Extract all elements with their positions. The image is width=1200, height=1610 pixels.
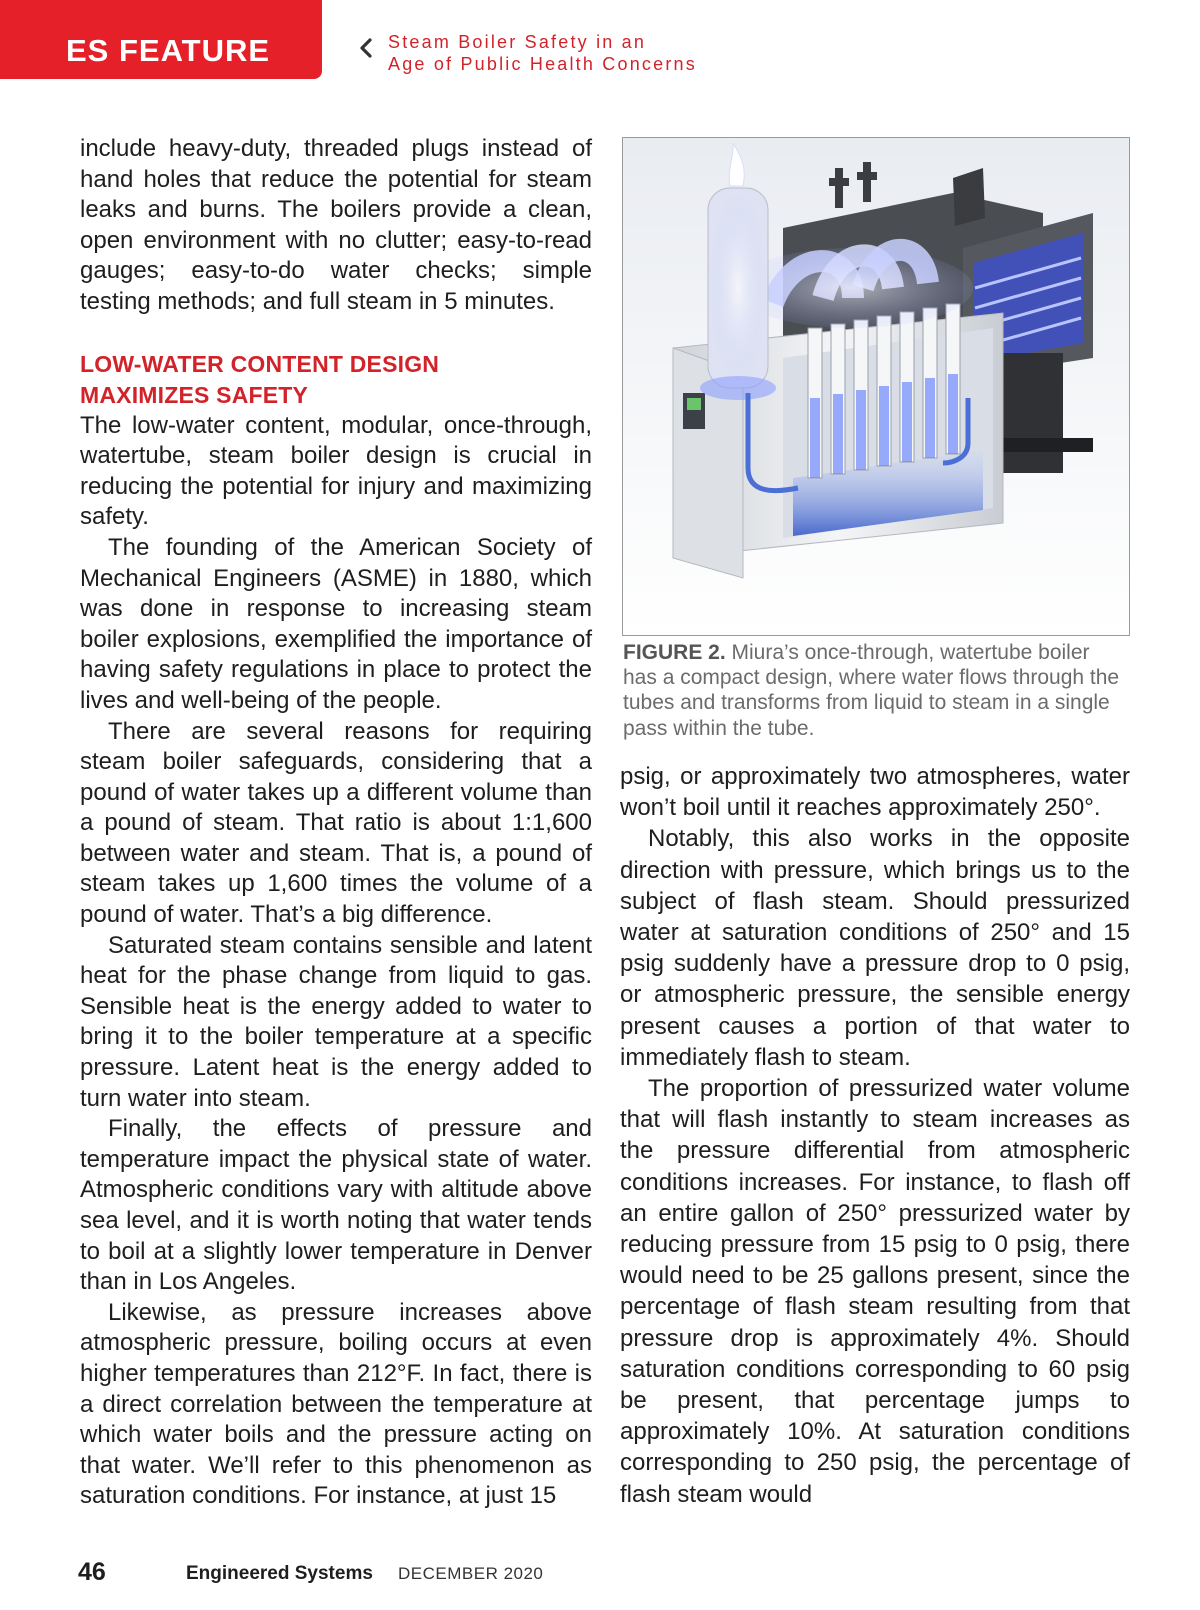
section-tab bbox=[0, 0, 322, 79]
issue-date: DECEMBER 2020 bbox=[398, 1564, 544, 1583]
breadcrumb-line-2: Age of Public Health Concerns bbox=[388, 54, 697, 74]
body-paragraph: Notably, this also works in the opposite direction with pressure, which brings us to the subject of flash steam. Should pressurized water at saturation conditions of 250° and 15 psig suddenly have a pressure drop to 0 psig, or atmospheric pressure, the sensible energy present causes a portion of that water to immediately flash to steam. bbox=[620, 825, 1130, 1071]
heading-line-2: MAXIMIZES SAFETY bbox=[80, 381, 309, 408]
breadcrumb-line-1: Steam Boiler Safety in an bbox=[388, 32, 647, 52]
body-paragraph: The low-water content, modular, once-through, watertube, steam boiler design is crucial in reducing the potential for injury and maximizing safety. bbox=[80, 411, 592, 531]
body-paragraph: There are several reasons for requiring steam boiler safeguards, considering that a pound of water takes up a different volume than a pound of steam. That ratio is about 1:1,600 between water and steam. That is, a pound of steam takes up 1,600 times the volume of a pound of water. That’s a big difference. bbox=[80, 717, 592, 929]
intro-paragraph: include heavy-duty, threaded plugs instead of hand holes that reduce the potential for steam leaks and burns. The boilers provide a clean, open environment with no clutter; easy-to-read gauges; easy-to-do water checks; simple testing methods; and full steam in 5 minutes. bbox=[80, 135, 592, 315]
caption-text: Miura’s once-through, watertube boiler has a compact design, where water flows through the tubes and transforms from liquid to steam in a single pass within the tube. bbox=[623, 641, 1120, 740]
body-paragraph: psig, or approximately two atmospheres, water won’t boil until it reaches approximately 250°. bbox=[620, 763, 1130, 822]
boiler-illustration bbox=[623, 138, 1129, 635]
page-number: 46 bbox=[78, 1558, 106, 1586]
body-paragraph: Saturated steam contains sensible and latent heat for the phase change from liquid to gas. Sensible heat is the energy added to water to bring it to the boiler temperature at a specific pressure. Latent heat is the energy added to turn water into steam. bbox=[80, 931, 592, 1112]
figure-caption bbox=[623, 640, 1129, 741]
chevron-left-icon[interactable] bbox=[357, 36, 375, 60]
magazine-name: Engineered Systems bbox=[186, 1563, 373, 1584]
section-heading bbox=[80, 349, 592, 411]
section-label: ES FEATURE bbox=[66, 33, 271, 68]
body-paragraph: The founding of the American Society of Mechanical Engineers (ASME) in 1880, which was done in response to increasing steam boiler explosions, exemplified the importance of having safety regulations in place to protect the lives and well-being of the people. bbox=[80, 533, 592, 714]
boiler-figure bbox=[622, 137, 1130, 636]
heading-line-1: LOW-WATER CONTENT DESIGN bbox=[80, 350, 440, 377]
body-paragraph: Finally, the effects of pressure and temperature impact the physical state of water. Atmospheric conditions vary with altitude above sea level, and it is worth noting that water tends to boil at a slightly lower temperature in Denver than in Los Angeles. bbox=[80, 1115, 592, 1296]
left-column bbox=[80, 134, 592, 1512]
right-column bbox=[620, 761, 1130, 1510]
caption-label: FIGURE 2. bbox=[623, 641, 726, 664]
body-paragraph: The proportion of pressurized water volume that will flash instantly to steam increases as the pressure differential from atmospheric conditions increases. For instance, to flash off an entire gallon of 250° pressurized water by reducing pressure from 15 psig to 0 psig, there would need to be 25 gallons present, since the percentage of flash steam resulting from that pressure drop is approximately 4%. Should saturation conditions corresponding to 60 psig be present, that percentage jumps to approximately 10%. At saturation conditions corresponding to 250 psig, the percentage of flash steam would bbox=[620, 1075, 1130, 1508]
article-breadcrumb[interactable] bbox=[388, 31, 697, 75]
body-paragraph: Likewise, as pressure increases above atmospheric pressure, boiling occurs at even higher temperatures than 212°F. In fact, there is a direct correlation between the temperature at which water boils and the pressure acting on that water. We’ll refer to this phenomenon as saturation conditions. For instance, at just 15 bbox=[80, 1298, 592, 1510]
